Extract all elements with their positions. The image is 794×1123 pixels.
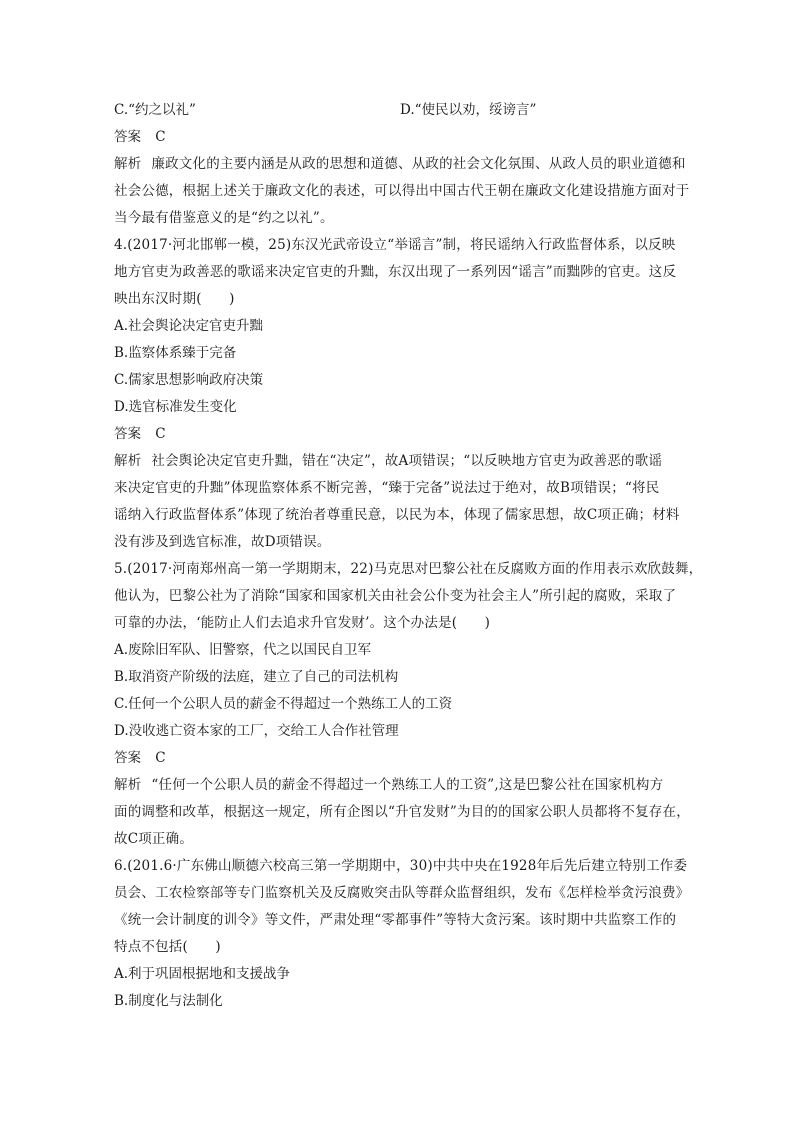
analysis-label: 解析 xyxy=(114,777,142,793)
q4-option-d: D.选官标准发生变化 xyxy=(114,399,237,415)
answer-value: C xyxy=(155,129,166,145)
q5-answer xyxy=(114,745,702,772)
analysis-line: 谣纳入行政监督体系”体现了统治者尊重民意，以民为本，体现了儒家思想，故C项正确；材料 xyxy=(114,507,680,523)
stem-line: 地方官吏为政善恶的歌谣来决定官吏的升黜，东汉出现了一系列因“谣言”而黜陟的官吏。这反 xyxy=(114,264,677,280)
analysis-line: 当今最有借鉴意义的是“约之以礼”。 xyxy=(114,210,334,226)
stem-line: 他认为，巴黎公社为了消除“国家和国家机关由社会公仆变为社会主人”所引起的腐败，采取了 xyxy=(114,588,677,604)
q4-option-c: C.儒家思想影响政府决策 xyxy=(114,372,264,388)
stem-line: 《统一会计制度的训令》等文件，严肃处理“零都事件”等特大贪污案。该时期中共监察工作的 xyxy=(114,912,677,928)
q4-option-b: B.监察体系臻于完备 xyxy=(114,345,237,361)
answer-label: 答案 xyxy=(114,426,141,442)
answer-value: C xyxy=(155,426,166,442)
analysis-line: 面的调整和改革，根据这一规定，所有企图以“升官发财”为目的的国家公职人员都将不复存在， xyxy=(114,804,690,820)
answer-label: 答案 xyxy=(114,129,141,145)
q3-answer xyxy=(114,124,702,151)
analysis-label: 解析 xyxy=(114,453,142,469)
q6-option-a: A.利于巩固根据地和支援战争 xyxy=(114,966,291,982)
q5-analysis xyxy=(114,772,702,853)
q5-option-d: D.没收逃亡资本家的工厂，交给工人合作社管理 xyxy=(114,723,399,739)
stem-line: 6.(201.6·广东佛山顺德六校高三第一学期期中，30)中共中央在1928年后先后建立特别工作委 xyxy=(114,858,688,874)
q3-option-c: C.“约之以礼” xyxy=(114,102,196,118)
analysis-label: 解析 xyxy=(114,156,142,172)
analysis-line: 解析 “任何一个公职人员的薪金不得超过一个熟练工人的工资”,这是巴黎公社在国家机构方 xyxy=(114,777,664,793)
page-content xyxy=(114,97,702,1015)
stem-line: 映出东汉时期( ) xyxy=(114,291,235,307)
analysis-line: 来决定官吏的升黜”体现监察体系不断完善，“臻于完备”说法过于绝对，故B项错误；“将民 xyxy=(114,480,660,496)
stem-line: 5.(2017·河南郑州高一第一学期期末，22)马克思对巴黎公社在反腐败方面的作用表示欢欣鼓舞， xyxy=(114,561,703,577)
q3-options-row xyxy=(114,97,702,124)
stem-line: 4.(2017·河北邯郸一模，25)东汉光武帝设立“举谣言”制，将民谣纳入行政监督体系，以反映 xyxy=(114,237,676,253)
q4-analysis xyxy=(114,448,702,556)
q5-option-b: B.取消资产阶级的法庭，建立了自己的司法机构 xyxy=(114,669,399,685)
q5-option-a: A.废除旧军队、旧警察，代之以国民自卫军 xyxy=(114,642,372,658)
analysis-line: 没有涉及到选官标准，故D项错误。 xyxy=(114,534,331,550)
analysis-line: 社会公德，根据上述关于廉政文化的表述，可以得出中国古代王朝在廉政文化建设措施方面对于 xyxy=(114,183,690,199)
q5-option-c: C.任何一个公职人员的薪金不得超过一个熟练工人的工资 xyxy=(114,696,453,712)
q3-option-d: D.“使民以劝，绥谤言” xyxy=(400,102,537,118)
answer-value: C xyxy=(155,750,166,766)
analysis-line: 解析 社会舆论决定官吏升黜，错在“决定”，故A项错误；“以反映地方官吏为政善恶的歌谣 xyxy=(114,453,663,469)
q4-answer xyxy=(114,421,702,448)
analysis-line: 故C项正确。 xyxy=(114,831,194,847)
q6-stem xyxy=(114,853,702,961)
q4-option-a: A.社会舆论决定官吏升黜 xyxy=(114,318,264,334)
q6-option-b: B.制度化与法制化 xyxy=(114,993,223,1009)
analysis-line: 解析 廉政文化的主要内涵是从政的思想和道德、从政的社会文化氛围、从政人员的职业道德和 xyxy=(114,156,686,172)
stem-line: 特点不包括( ) xyxy=(114,939,221,955)
q5-stem xyxy=(114,556,702,637)
q4-stem xyxy=(114,232,702,313)
stem-line: 可靠的办法，‘能防止人们去追求升官发财’。这个办法是( ) xyxy=(114,615,491,631)
stem-line: 员会、工农检察部等专门监察机关及反腐败突击队等群众监督组织，发布《怎样检举贪污浪费》 xyxy=(114,885,690,901)
answer-label: 答案 xyxy=(114,750,141,766)
q3-analysis xyxy=(114,151,702,232)
